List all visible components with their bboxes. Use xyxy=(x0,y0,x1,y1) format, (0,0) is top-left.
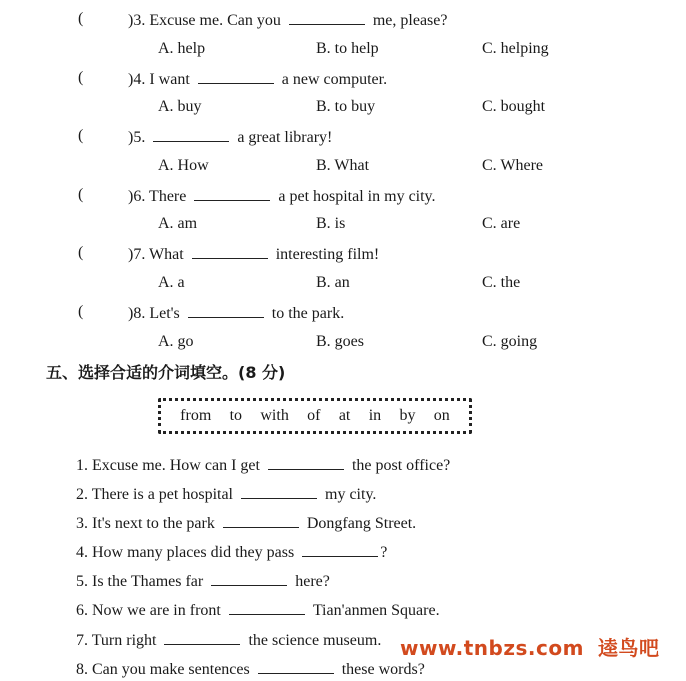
option-c[interactable]: C. are xyxy=(482,215,521,232)
option-c[interactable]: C. helping xyxy=(482,40,549,57)
option-a[interactable]: A. How xyxy=(158,157,209,174)
question-stem: )8. Let's to the park. xyxy=(128,305,345,322)
option-a[interactable]: A. a xyxy=(158,274,185,291)
question-stem: )4. I want a new computer. xyxy=(128,71,388,88)
fill-item-6: 6. Now we are in front Tian'anmen Square. xyxy=(76,602,440,619)
fill-item-3: 3. It's next to the park Dongfang Street. xyxy=(76,515,417,532)
answer-paren[interactable]: ( xyxy=(78,69,84,86)
answer-blank[interactable] xyxy=(268,455,344,470)
option-a[interactable]: A. help xyxy=(158,40,206,57)
word-bank xyxy=(158,398,472,434)
answer-blank[interactable] xyxy=(302,542,378,557)
answer-blank[interactable] xyxy=(188,303,264,318)
word-of: of xyxy=(307,407,321,424)
answer-blank[interactable] xyxy=(223,513,299,528)
word-in: in xyxy=(368,407,382,424)
question-stem: )3. Excuse me. Can you me, please? xyxy=(128,12,448,29)
section-title: 五、选择合适的介词填空。(8 分) xyxy=(46,363,286,382)
word-to: to xyxy=(229,407,243,424)
answer-blank[interactable] xyxy=(198,69,274,84)
word-at: at xyxy=(338,407,351,424)
option-b[interactable]: B. is xyxy=(316,215,346,232)
site-watermark xyxy=(400,632,659,661)
answer-paren[interactable]: ( xyxy=(78,303,84,320)
answer-blank[interactable] xyxy=(192,244,268,259)
answer-blank[interactable] xyxy=(211,571,287,586)
question-stem: )7. What interesting film! xyxy=(128,246,380,263)
answer-blank[interactable] xyxy=(229,600,305,615)
watermark-url: www.tnbzs.com xyxy=(400,636,584,660)
answer-blank[interactable] xyxy=(289,10,365,25)
fill-item-1: 1. Excuse me. How can I get the post office? xyxy=(76,457,451,474)
answer-paren[interactable]: ( xyxy=(78,127,84,144)
answer-blank[interactable] xyxy=(258,659,334,674)
question-stem: )6. There a pet hospital in my city. xyxy=(128,188,436,205)
fill-item-5: 5. Is the Thames far here? xyxy=(76,573,330,590)
fill-item-8: 8. Can you make sentences these words? xyxy=(76,661,425,678)
option-b[interactable]: B. to buy xyxy=(316,98,376,115)
option-b[interactable]: B. goes xyxy=(316,333,364,350)
option-a[interactable]: A. buy xyxy=(158,98,202,115)
option-c[interactable]: C. Where xyxy=(482,157,544,174)
option-c[interactable]: C. bought xyxy=(482,98,546,115)
question-stem: )5. a great library! xyxy=(128,129,333,146)
option-b[interactable]: B. an xyxy=(316,274,350,291)
word-from: from xyxy=(180,407,212,424)
answer-blank[interactable] xyxy=(153,127,229,142)
option-c[interactable]: C. the xyxy=(482,274,521,291)
answer-paren[interactable]: ( xyxy=(78,186,84,203)
fill-item-4: 4. How many places did they pass ? xyxy=(76,544,388,561)
answer-blank[interactable] xyxy=(164,630,240,645)
option-a[interactable]: A. am xyxy=(158,215,198,232)
option-c[interactable]: C. going xyxy=(482,333,538,350)
answer-paren[interactable]: ( xyxy=(78,10,84,27)
word-on: on xyxy=(433,407,450,424)
option-a[interactable]: A. go xyxy=(158,333,194,350)
option-b[interactable]: B. What xyxy=(316,157,370,174)
word-by: by xyxy=(399,407,416,424)
fill-item-7: 7. Turn right the science museum. xyxy=(76,632,382,649)
watermark-cn: 逵鸟吧 xyxy=(597,636,660,660)
answer-blank[interactable] xyxy=(194,186,270,201)
answer-paren[interactable]: ( xyxy=(78,244,84,261)
word-with: with xyxy=(260,407,289,424)
answer-blank[interactable] xyxy=(241,484,317,499)
fill-item-2: 2. There is a pet hospital my city. xyxy=(76,486,377,503)
option-b[interactable]: B. to help xyxy=(316,40,379,57)
